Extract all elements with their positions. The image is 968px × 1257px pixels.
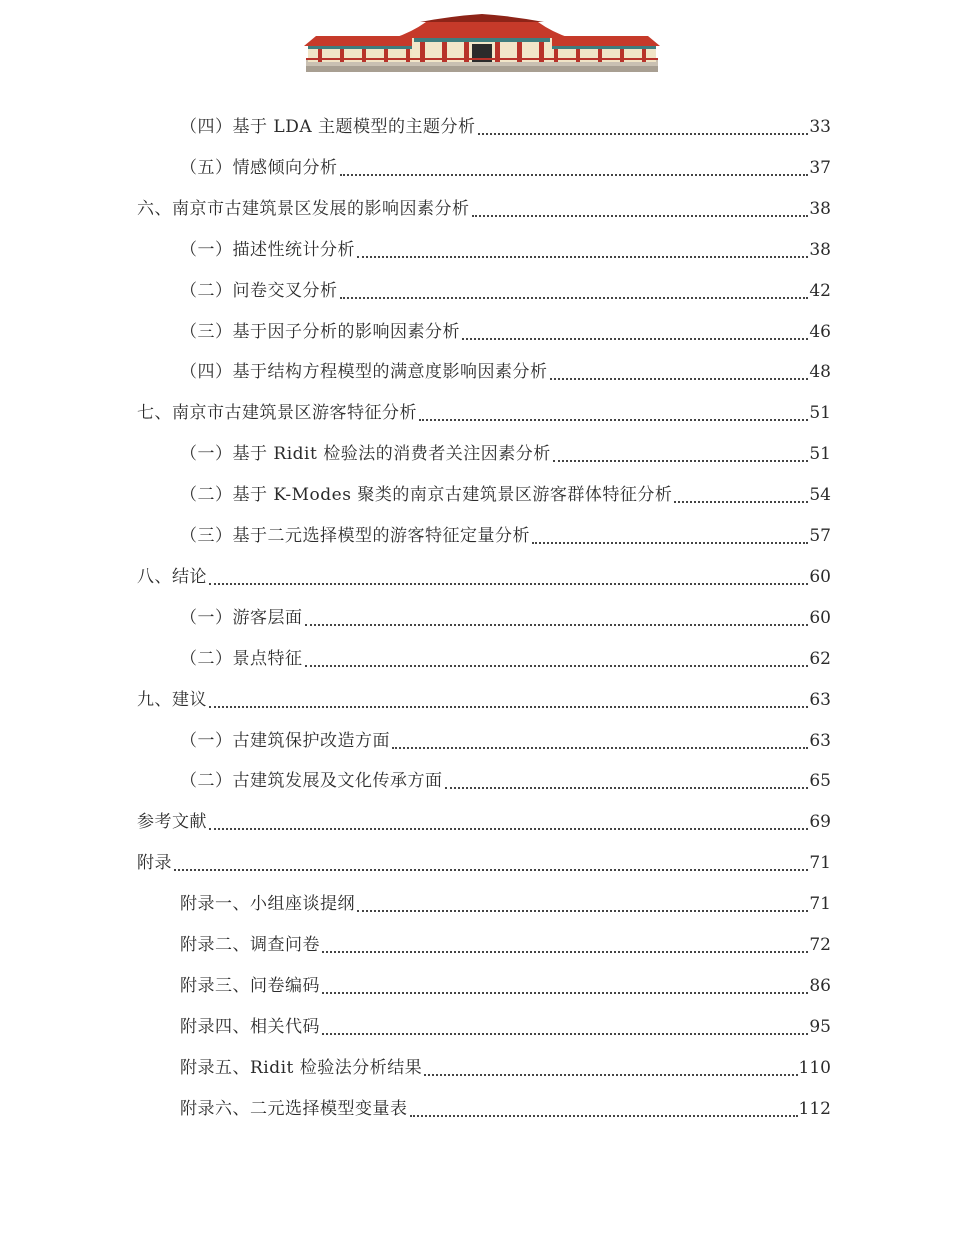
dot-leader bbox=[462, 337, 808, 340]
toc-entry[interactable] bbox=[180, 107, 831, 148]
toc-entry-page-number: 69 bbox=[809, 812, 831, 833]
toc-entry-page-number: 63 bbox=[809, 689, 831, 710]
toc-entry-title: （一）基于 Ridit 检验法的消费者关注因素分析 bbox=[180, 444, 551, 465]
dot-leader bbox=[322, 991, 808, 994]
dot-leader bbox=[305, 664, 809, 667]
toc-entry-page-number: 63 bbox=[809, 730, 831, 751]
toc-entry-page-number: 62 bbox=[809, 648, 831, 669]
toc-entry-title: 附录 bbox=[137, 853, 172, 874]
dot-leader bbox=[357, 255, 808, 258]
toc-entry-page-number: 33 bbox=[809, 117, 831, 137]
toc-entry[interactable] bbox=[137, 843, 831, 884]
toc-entry[interactable] bbox=[180, 598, 831, 639]
dot-leader bbox=[209, 827, 808, 830]
toc-entry[interactable] bbox=[180, 230, 831, 271]
toc-entry-title: 附录三、问卷编码 bbox=[180, 975, 320, 996]
dot-leader bbox=[209, 582, 808, 585]
toc-entry-page-number: 71 bbox=[809, 894, 831, 915]
toc-entry[interactable] bbox=[137, 393, 831, 434]
toc-entry-page-number: 51 bbox=[809, 403, 831, 424]
toc-entry-title: 参考文献 bbox=[137, 812, 207, 833]
toc-entry-title: （四）基于结构方程模型的满意度影响因素分析 bbox=[180, 362, 548, 383]
toc-entry-page-number: 110 bbox=[798, 1057, 831, 1078]
toc-entry-title: 附录六、二元选择模型变量表 bbox=[180, 1098, 408, 1119]
dot-leader bbox=[419, 418, 808, 421]
toc-entry[interactable] bbox=[180, 639, 831, 680]
dot-leader bbox=[322, 950, 808, 953]
toc-entry[interactable] bbox=[180, 148, 831, 189]
toc-entry-page-number: 60 bbox=[809, 566, 831, 587]
toc-entry-title: （三）基于因子分析的影响因素分析 bbox=[180, 321, 460, 342]
toc-entry-title: 九、建议 bbox=[137, 689, 207, 710]
toc-entry-title: （五）情感倾向分析 bbox=[180, 157, 338, 178]
toc-entry-title: （二）基于 K-Modes 聚类的南京古建筑景区游客群体特征分析 bbox=[180, 485, 673, 506]
toc-entry[interactable] bbox=[180, 966, 831, 1007]
toc-entry-page-number: 57 bbox=[809, 526, 831, 546]
toc-entry[interactable] bbox=[180, 761, 831, 802]
toc-entry-title: 附录五、Ridit 检验法分析结果 bbox=[180, 1057, 423, 1078]
toc-entry-page-number: 95 bbox=[809, 1016, 831, 1037]
toc-entry-page-number: 86 bbox=[809, 975, 831, 996]
toc-entry-title: （三）基于二元选择模型的游客特征定量分析 bbox=[180, 526, 530, 546]
toc-entry-page-number: 71 bbox=[809, 853, 831, 874]
toc-entry-page-number: 60 bbox=[809, 607, 831, 628]
toc-entry-page-number: 112 bbox=[798, 1098, 831, 1119]
dot-leader bbox=[209, 705, 808, 708]
dot-leader bbox=[478, 132, 809, 135]
toc-entry[interactable] bbox=[180, 1007, 831, 1048]
dot-leader bbox=[472, 214, 809, 217]
toc-entry[interactable] bbox=[180, 884, 831, 925]
toc-entry-page-number: 65 bbox=[809, 771, 831, 792]
dot-leader bbox=[305, 623, 809, 626]
dot-leader bbox=[392, 746, 808, 749]
toc-entry[interactable] bbox=[180, 1048, 831, 1089]
toc-entry-title: （一）描述性统计分析 bbox=[180, 239, 355, 260]
dot-leader bbox=[357, 909, 808, 912]
toc-entry-title: （四）基于 LDA 主题模型的主题分析 bbox=[180, 117, 476, 137]
toc-entry[interactable] bbox=[137, 680, 831, 721]
toc-entry-title: （一）游客层面 bbox=[180, 607, 303, 628]
toc-entry-page-number: 46 bbox=[809, 321, 831, 342]
dot-leader bbox=[340, 173, 809, 176]
toc-entry-page-number: 42 bbox=[809, 280, 831, 301]
toc-entry-page-number: 51 bbox=[809, 444, 831, 465]
dot-leader bbox=[410, 1114, 798, 1117]
dot-leader bbox=[174, 868, 808, 871]
toc-entry-page-number: 38 bbox=[809, 198, 831, 219]
toc-entry-page-number: 54 bbox=[809, 485, 831, 506]
toc-entry-title: 八、结论 bbox=[137, 566, 207, 587]
toc-entry-title: （一）古建筑保护改造方面 bbox=[180, 730, 390, 751]
toc-entry-title: （二）问卷交叉分析 bbox=[180, 280, 338, 301]
toc-entry[interactable] bbox=[137, 189, 831, 230]
toc-entry-page-number: 72 bbox=[809, 935, 831, 955]
dot-leader bbox=[553, 459, 809, 462]
dot-leader bbox=[674, 500, 808, 503]
toc-entry[interactable] bbox=[180, 352, 831, 393]
dot-leader bbox=[445, 786, 809, 789]
toc-entry-title: 七、南京市古建筑景区游客特征分析 bbox=[137, 403, 417, 424]
toc-entry-title: （二）景点特征 bbox=[180, 648, 303, 669]
dot-leader bbox=[340, 296, 809, 299]
toc-entry[interactable] bbox=[180, 721, 831, 762]
dot-leader bbox=[322, 1032, 808, 1035]
toc-entry[interactable] bbox=[137, 557, 831, 598]
toc-entry[interactable] bbox=[137, 802, 831, 843]
dot-leader bbox=[550, 377, 809, 380]
pavilion-banner-image bbox=[302, 10, 662, 74]
toc-entry[interactable] bbox=[180, 312, 831, 353]
toc-entry[interactable] bbox=[180, 475, 831, 516]
toc-entry[interactable] bbox=[180, 271, 831, 312]
toc-entry-title: 附录一、小组座谈提纲 bbox=[180, 894, 355, 915]
toc-entry[interactable] bbox=[180, 1089, 831, 1130]
toc-entry-title: 附录二、调查问卷 bbox=[180, 935, 320, 955]
dot-leader bbox=[532, 541, 808, 544]
toc-entry[interactable] bbox=[180, 434, 831, 475]
toc-entry-title: 附录四、相关代码 bbox=[180, 1016, 320, 1037]
toc-entry-page-number: 37 bbox=[809, 157, 831, 178]
toc-entry-title: （二）古建筑发展及文化传承方面 bbox=[180, 771, 443, 792]
dot-leader bbox=[424, 1073, 797, 1076]
toc-entry[interactable] bbox=[180, 925, 831, 966]
toc-entry-page-number: 48 bbox=[809, 362, 831, 383]
toc-entry-page-number: 38 bbox=[809, 239, 831, 260]
toc-entry-title: 六、南京市古建筑景区发展的影响因素分析 bbox=[137, 198, 470, 219]
toc-entry[interactable] bbox=[180, 516, 831, 557]
